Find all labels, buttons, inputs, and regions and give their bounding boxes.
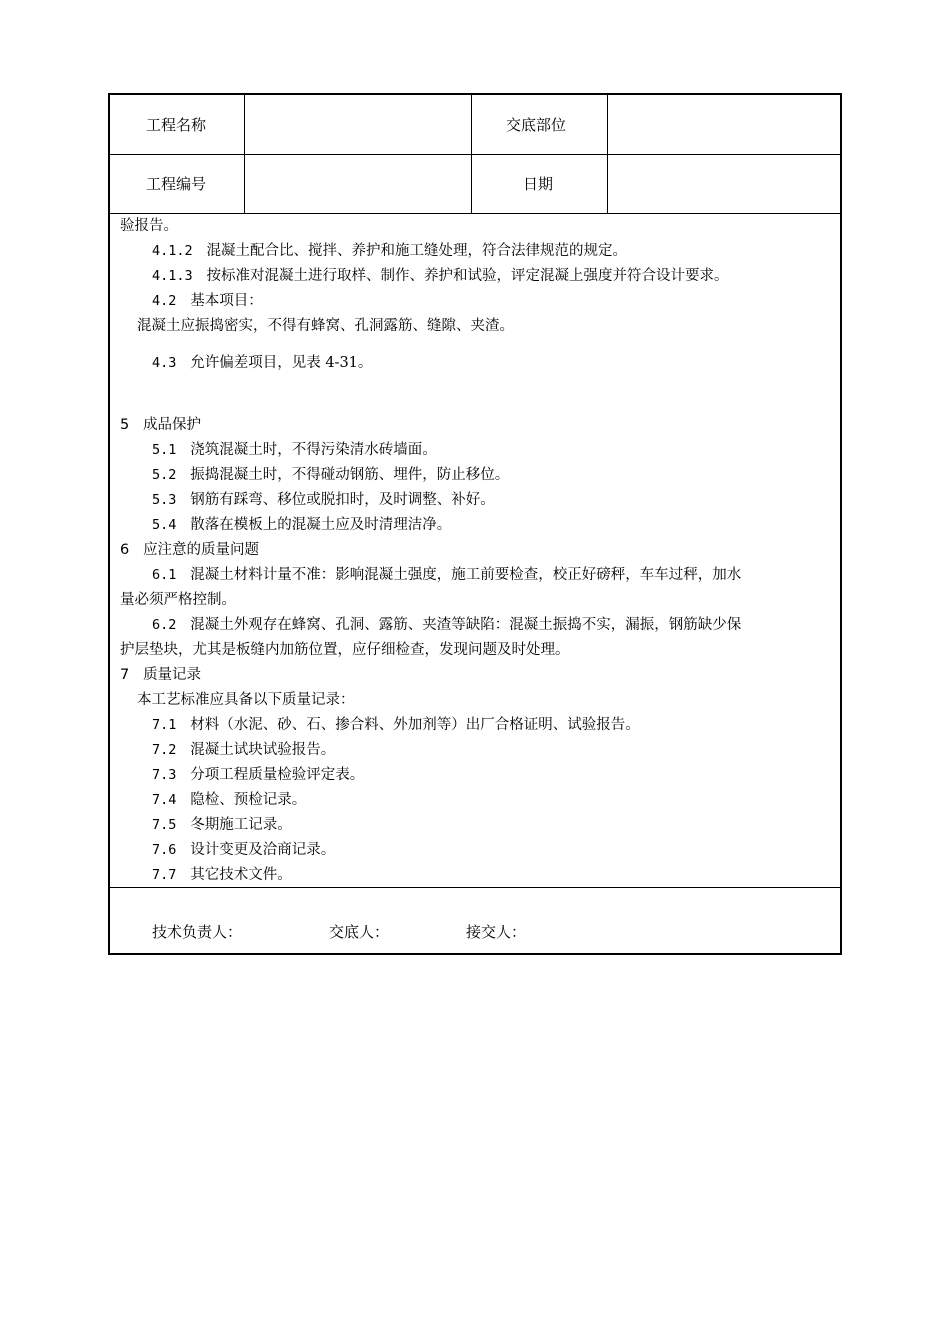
text-line (152, 815, 292, 835)
line-text: 浇筑混凝土时，不得污染清水砖墙面。 (190, 442, 437, 458)
text-line (152, 266, 728, 286)
text-line (152, 765, 364, 785)
item-number: 7.5 (152, 817, 177, 833)
text-line (152, 440, 437, 460)
line-text: 混凝土试块试验报告。 (190, 742, 336, 758)
item-number: 7.7 (152, 867, 177, 883)
tech-lead-label: 技术负责人： (152, 923, 243, 941)
section-title: 应注意的质量问题 (143, 542, 260, 558)
section-title: 成品保护 (143, 417, 202, 433)
line-text: 允许偏差项目，见表 4-31。 (190, 355, 373, 371)
column-divider-1 (244, 95, 245, 214)
handover-form (108, 93, 842, 955)
line-text: 混凝土外观存在蜂窝、孔洞、露筋、夹渣等缺陷：混凝土振捣不实，漏振，钢筋缺少保 (190, 617, 742, 633)
header-divider (110, 154, 840, 155)
handover-part-label: 交底部位 (506, 116, 567, 134)
line-text: 混凝土应振捣密实，不得有蜂窝、孔洞露筋、缝隙、夹渣。 (137, 318, 514, 334)
item-number: 7.3 (152, 767, 177, 783)
item-number: 7.4 (152, 792, 177, 808)
item-number: 6.1 (152, 567, 177, 583)
section-number: 6 (120, 542, 130, 558)
text-line (137, 316, 514, 336)
discloser-label: 交底人： (329, 923, 390, 941)
text-line (152, 840, 335, 860)
item-number: 4.1.2 (152, 243, 193, 259)
line-text: 钢筋有踩弯、移位或脱扣时，及时调整、补好。 (190, 492, 495, 508)
text-line (152, 790, 306, 810)
text-line (137, 690, 355, 710)
text-line (152, 615, 741, 635)
signature-divider (110, 887, 840, 888)
item-number: 7.2 (152, 742, 177, 758)
text-line (120, 640, 570, 660)
text-line (152, 241, 627, 261)
receiver-label: 接交人： (466, 923, 527, 941)
line-text: 隐检、预检记录。 (190, 792, 307, 808)
line-text: 设计变更及洽商记录。 (190, 842, 336, 858)
item-number: 5.4 (152, 517, 177, 533)
text-line (152, 865, 292, 885)
column-divider-2 (471, 95, 472, 214)
line-text: 基本项目： (190, 293, 263, 309)
item-number: 4.3 (152, 355, 177, 371)
text-line (152, 291, 263, 311)
text-line (120, 590, 236, 610)
text-line (152, 565, 741, 585)
item-number: 6.2 (152, 617, 177, 633)
line-text: 混凝土配合比、搅拌、养护和施工缝处理，符合法律规范的规定。 (206, 243, 627, 259)
line-text: 按标准对混凝土进行取样、制作、养护和试验，评定混凝上强度并符合设计要求。 (206, 268, 729, 284)
line-text: 其它技术文件。 (190, 867, 292, 883)
line-text: 散落在模板上的混凝土应及时清理洁净。 (190, 517, 452, 533)
text-line (152, 740, 335, 760)
column-divider-3 (607, 95, 608, 214)
item-number: 7.6 (152, 842, 177, 858)
header-bottom-border (110, 213, 840, 214)
item-number: 5.3 (152, 492, 177, 508)
line-text: 振捣混凝土时，不得碰动钢筋、埋件，防止移位。 (190, 467, 510, 483)
text-line (152, 490, 495, 510)
section-heading (120, 540, 259, 560)
line-text: 量必须严格控制。 (120, 592, 236, 608)
item-number: 7.1 (152, 717, 177, 733)
section-number: 5 (120, 417, 130, 433)
item-number: 5.1 (152, 442, 177, 458)
item-number: 4.1.3 (152, 268, 193, 284)
line-text: 护层垫块，尤其是板缝内加筋位置，应仔细检查，发现问题及时处理。 (120, 642, 570, 658)
item-number: 4.2 (152, 293, 177, 309)
text-line (152, 715, 640, 735)
line-text: 本工艺标准应具备以下质量记录： (137, 692, 355, 708)
text-line (152, 465, 509, 485)
section-heading (120, 415, 201, 435)
line-text: 材料（水泥、砂、石、掺合料、外加剂等）出厂合格证明、试验报告。 (190, 717, 640, 733)
section-title: 质量记录 (143, 667, 202, 683)
project-no-label: 工程编号 (146, 175, 207, 193)
line-text: 混凝土材料计量不准：影响混凝土强度，施工前要检查，校正好磅秤，车车过秤，加水 (190, 567, 742, 583)
text-line (120, 216, 178, 236)
text-line (152, 353, 372, 373)
project-name-label: 工程名称 (146, 116, 207, 134)
line-text: 冬期施工记录。 (190, 817, 292, 833)
text-line (152, 515, 451, 535)
line-text: 验报告。 (120, 218, 178, 234)
section-heading (120, 665, 201, 685)
item-number: 5.2 (152, 467, 177, 483)
section-number: 7 (120, 667, 130, 683)
date-label: 日期 (523, 175, 554, 193)
line-text: 分项工程质量检验评定表。 (190, 767, 365, 783)
